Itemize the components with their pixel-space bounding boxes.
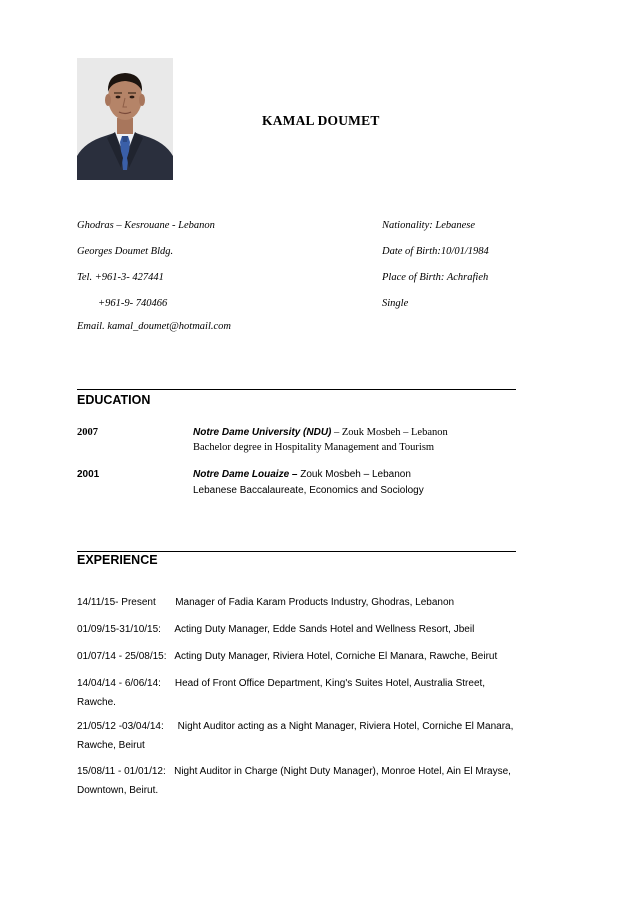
date-of-birth-line: Date of Birth:10/01/1984 — [382, 246, 489, 257]
place-of-birth-line: Place of Birth: Achrafieh — [382, 272, 489, 283]
experience-description: Acting Duty Manager, Riviera Hotel, Corniche El Manara, Rawche, Beirut — [174, 651, 498, 662]
education-degree-1: Bachelor degree in Hospitality Management and Tourism — [193, 442, 435, 453]
education-year-2: 2001 — [77, 469, 100, 480]
section-divider-education — [77, 389, 516, 390]
experience-entry — [77, 620, 557, 639]
education-year-1: 2007 — [77, 427, 98, 438]
experience-entry — [77, 593, 557, 612]
address-line: Ghodras – Kesrouane - Lebanon — [77, 220, 215, 231]
email-line[interactable]: Email. kamal_doumet@hotmail.com — [77, 321, 232, 332]
education-location-1: – Zouk Mosbeh – Lebanon — [331, 427, 448, 438]
candidate-name: KAMAL DOUMET — [262, 113, 380, 128]
experience-description-continued: Rawche. — [77, 697, 116, 708]
experience-description: Manager of Fadia Karam Products Industry, Ghodras, Lebanon — [175, 597, 455, 608]
profile-photo — [77, 58, 173, 180]
experience-description: Night Auditor in Charge (Night Duty Manager), Monroe Hotel, Ain El Mrayse, — [174, 766, 511, 777]
building-line: Georges Doumet Bldg. — [77, 246, 174, 257]
profile-photo-image — [77, 58, 173, 180]
experience-date: 01/09/15-31/10/15: — [77, 624, 175, 635]
section-divider-experience — [77, 551, 516, 552]
experience-description: Head of Front Office Department, King's Suites Hotel, Australia Street, — [174, 678, 486, 689]
education-location-2: Zouk Mosbeh – Lebanon — [297, 469, 411, 480]
experience-description: Acting Duty Manager, Edde Sands Hotel and Wellness Resort, Jbeil — [174, 624, 475, 635]
phone-line-2: +961-9- 740466 — [98, 298, 168, 309]
education-school-1: Notre Dame University (NDU) — [193, 427, 332, 438]
education-degree-2: Lebanese Baccalaureate, Economics and Sociology — [193, 485, 424, 496]
phone-line: Tel. +961-3- 427441 — [77, 272, 164, 283]
experience-date: 14/04/14 - 6/06/14: — [77, 678, 175, 689]
experience-date: 14/11/15- Present — [77, 597, 176, 608]
education-heading: EDUCATION — [77, 393, 151, 407]
experience-description-continued: Downtown, Beirut. — [77, 785, 159, 796]
nationality-line: Nationality: Lebanese — [382, 220, 476, 231]
experience-entry — [77, 717, 557, 755]
experience-date: 15/08/11 - 01/01/12: — [77, 766, 175, 777]
education-school-line-1 — [193, 427, 448, 438]
experience-entry — [77, 762, 557, 800]
education-school-line-2 — [193, 469, 411, 480]
marital-status-line: Single — [382, 298, 409, 309]
experience-entry — [77, 647, 557, 666]
experience-description-continued: Rawche, Beirut — [77, 740, 145, 751]
education-school-2: Notre Dame Louaize – — [193, 469, 298, 480]
experience-entry — [77, 674, 557, 712]
experience-date: 21/05/12 -03/04/14: — [77, 721, 178, 732]
experience-date: 01/07/14 - 25/08/15: — [77, 651, 175, 662]
experience-description: Night Auditor acting as a Night Manager, Riviera Hotel, Corniche El Manara, — [177, 721, 514, 732]
experience-heading: EXPERIENCE — [77, 553, 158, 567]
